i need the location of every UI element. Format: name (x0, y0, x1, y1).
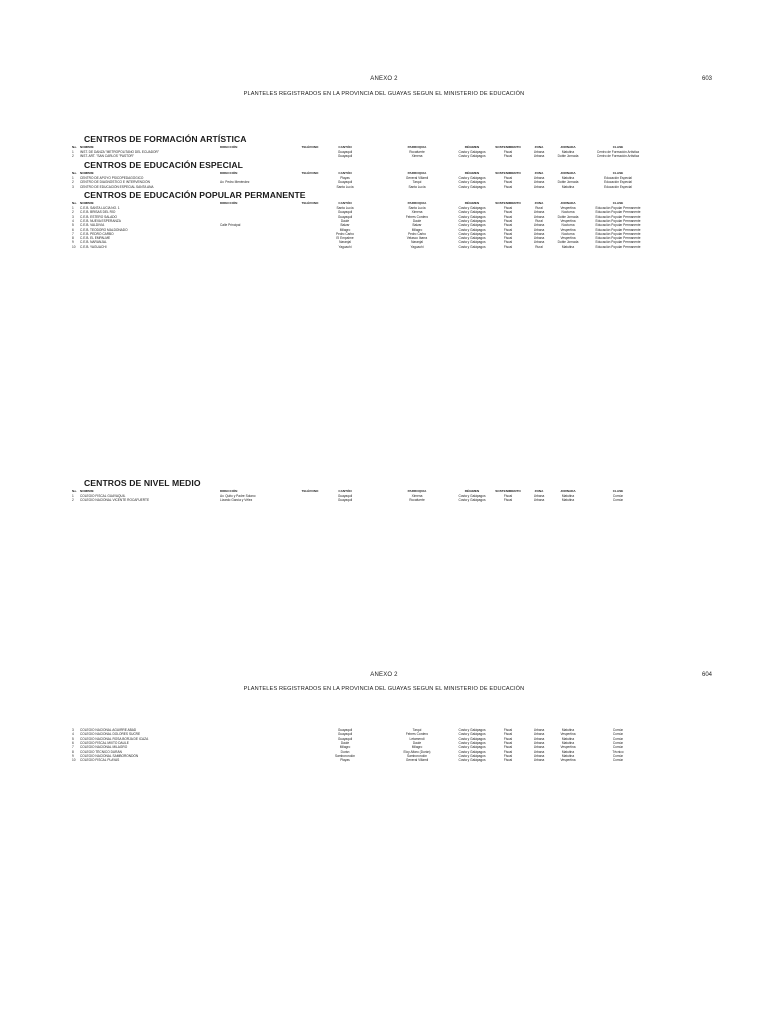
cell-parroquia: Febres Cordero (405, 732, 429, 737)
cell-jornada: Matutina (561, 244, 575, 249)
cell-clase: Común (612, 745, 624, 750)
cell-parroquia: Tarqui (412, 728, 422, 732)
header-direccion: DIRECCIÓN (220, 201, 238, 205)
cell-regimen: Costa y Galápagos (458, 758, 486, 763)
cell-parroquia: Pedro Carbo (407, 231, 427, 236)
cell-canton: Guayaquil (337, 154, 353, 159)
cell-canton: Naranjal (339, 240, 351, 245)
header-jornada: JORNADA (560, 489, 576, 493)
cell-regimen: Costa y Galápagos (458, 736, 486, 741)
page-number: 604 (701, 672, 712, 678)
header-zona: ZONA (534, 145, 544, 149)
cell-sostenimiento: Fiscal (503, 218, 513, 223)
cell-sostenimiento: Fiscal (503, 494, 513, 498)
cell-canton: El Empalme (336, 236, 354, 241)
cell-zona: Urbana (533, 753, 545, 758)
cell-nombre: COLEGIO NACIONAL MILAGRO (80, 745, 128, 750)
cell-regimen: Costa y Galápagos (458, 732, 486, 737)
cell-regimen: Costa y Galápagos (458, 728, 486, 732)
cell-regimen: Costa y Galápagos (458, 176, 486, 180)
header-regimen: RÉGIMEN (464, 171, 480, 175)
cell-nombre: INST. ART. "SAN CARLOS "PASTOR" (80, 154, 134, 159)
cell-regimen: Costa y Galápagos (458, 218, 486, 223)
cell-parroquia: Tarqui (412, 180, 422, 185)
cell-zona: Urbana (533, 231, 545, 236)
header-telefono: TELÉFONO (301, 145, 319, 149)
cell-jornada: Vespertina (560, 206, 576, 210)
cell-parroquia: Milagro (411, 227, 423, 232)
cell-jornada: Nocturna (561, 231, 575, 236)
cell-no: 1 (72, 206, 74, 210)
cell-zona: Urbana (533, 740, 545, 745)
cell-nombre: INST. DE DANZA "METROPOLITANO DEL ECUADOR" (80, 150, 159, 154)
cell-sostenimiento: Fiscal (503, 740, 513, 745)
table-row (0, 154, 768, 159)
cell-regimen: Costa y Galápagos (458, 210, 486, 215)
cell-sostenimiento: Fiscal (503, 244, 513, 249)
header-jornada: JORNADA (560, 201, 576, 205)
cell-clase: Educación Popular Permanente (595, 223, 641, 228)
cell-zona: Urbana (533, 210, 545, 215)
cell-canton: Milagro (339, 227, 351, 232)
header-direccion: DIRECCIÓN (220, 171, 238, 175)
cell-clase: Educación Popular Permanente (595, 244, 641, 249)
cell-clase: Técnico (612, 749, 624, 754)
header-sostenimiento: SOSTENIMIENTO (495, 145, 521, 149)
cell-clase: Educación Especial (604, 180, 632, 185)
cell-jornada: Matutina (561, 753, 575, 758)
header-telefono: TELÉFONO (301, 489, 319, 493)
cell-regimen: Costa y Galápagos (458, 236, 486, 241)
cell-parroquia: Samborondón (406, 753, 428, 758)
cell-canton: Guayaquil (337, 210, 353, 215)
cell-parroquia: Daule (412, 740, 422, 745)
cell-jornada: Doble Jornada (557, 240, 579, 245)
cell-clase: Común (612, 494, 624, 498)
cell-regimen: Costa y Galápagos (458, 206, 486, 210)
cell-clase: Educación Popular Permanente (595, 214, 641, 219)
cell-jornada: Doble Jornada (557, 214, 579, 219)
page-title: PLANTELES REGISTRADOS EN LA PROVINCIA DEL GUAYAS SEGUN EL MINISTERIO DE EDUCACIÓN (243, 91, 525, 97)
cell-jornada: Nocturna (561, 210, 575, 215)
cell-nombre: C.E.B. VALDIVIA (80, 223, 105, 228)
cell-no: 2 (72, 210, 74, 215)
cell-parroquia: Ximena (411, 210, 423, 215)
cell-parroquia: Balzar (412, 223, 422, 228)
cell-clase: Común (612, 736, 624, 741)
cell-canton: Guayaquil (337, 728, 353, 732)
cell-no: 6 (72, 227, 74, 232)
cell-clase: Educación Popular Permanente (595, 236, 641, 241)
cell-nombre: CENTRO DE EDUCACIÓN ESPECIAL SANTA ANA (80, 184, 154, 189)
cell-sostenimiento: Fiscal (503, 753, 513, 758)
cell-parroquia: General Villamil (405, 758, 429, 763)
cell-jornada: Matutina (561, 498, 575, 503)
section-title: CENTROS DE EDUCACIÓN ESPECIAL (84, 160, 244, 170)
cell-jornada: Vespertina (560, 227, 576, 232)
cell-zona: Urbana (533, 732, 545, 737)
cell-canton: Daule (340, 218, 350, 223)
cell-regimen: Costa y Galápagos (458, 214, 486, 219)
cell-sostenimiento: Fiscal (503, 732, 513, 737)
cell-parroquia: Daule (412, 218, 422, 223)
cell-canton: Guayaquil (337, 494, 353, 498)
header-clase: CLASE (612, 201, 624, 205)
cell-canton: Pedro Carbo (335, 231, 355, 236)
cell-no: 9 (72, 753, 74, 758)
cell-no: 6 (72, 740, 74, 745)
cell-jornada: Matutina (561, 749, 575, 754)
cell-no: 3 (72, 728, 74, 732)
cell-nombre: CENTRO DE DIAGNÓSTICO E INTERVENCIÓN (80, 180, 150, 185)
cell-clase: Educación Especial (604, 184, 632, 189)
cell-canton: Milagro (339, 745, 351, 750)
cell-clase: Educación Popular Permanente (595, 218, 641, 223)
cell-nombre: C.E.B. TEODORO MALDONADO (80, 227, 128, 232)
cell-parroquia: Rocafuerte (409, 150, 425, 154)
header-sostenimiento: SOSTENIMIENTO (495, 489, 521, 493)
header-direccion: DIRECCIÓN (220, 489, 238, 493)
cell-clase: Educación Popular Permanente (595, 206, 641, 210)
table-row (0, 245, 768, 250)
cell-clase: Educación Popular Permanente (595, 227, 641, 232)
cell-direccion: Av. Pedro Menéndez (220, 180, 250, 185)
cell-zona: Urbana (533, 176, 545, 180)
cell-jornada: Doble Jornada (557, 180, 579, 185)
cell-canton: Guayaquil (337, 214, 353, 219)
cell-parroquia: Letamendi (409, 736, 425, 741)
cell-canton: Guayaquil (337, 498, 353, 503)
cell-jornada: Vespertina (560, 218, 576, 223)
cell-parroquia: Velasco Ibarra (406, 236, 428, 241)
cell-zona: Urbana (533, 498, 545, 503)
cell-regimen: Costa y Galápagos (458, 150, 486, 154)
cell-clase: Común (612, 728, 624, 732)
cell-zona: Urbana (533, 758, 545, 763)
cell-regimen: Costa y Galápagos (458, 223, 486, 228)
cell-zona: Urbana (533, 214, 545, 219)
cell-parroquia: Eloy Alfaro (Durán) (403, 749, 431, 754)
header-nombre: NOMBRE (80, 201, 94, 205)
cell-no: 5 (72, 736, 74, 741)
cell-parroquia: General Villamil (405, 176, 429, 180)
cell-nombre: COLEGIO NACIONAL VICENTE ROCAFUERTE (80, 498, 150, 503)
header-sostenimiento: SOSTENIMIENTO (495, 201, 521, 205)
cell-no: 8 (72, 749, 74, 754)
header-no: No. (72, 489, 77, 493)
cell-sostenimiento: Fiscal (503, 154, 513, 159)
cell-sostenimiento: Fiscal (503, 227, 513, 232)
cell-zona: Urbana (533, 227, 545, 232)
cell-sostenimiento: Fiscal (503, 184, 513, 189)
cell-parroquia: Santa Lucía (408, 184, 426, 189)
header-regimen: RÉGIMEN (464, 489, 480, 493)
cell-nombre: COLEGIO FISCAL MIXTO DAULE (80, 740, 129, 745)
table-row (0, 185, 768, 190)
cell-direccion: Calle Principal (220, 223, 241, 228)
cell-clase: Educación Popular Permanente (595, 240, 641, 245)
header-no: No. (72, 171, 77, 175)
cell-zona: Urbana (533, 728, 545, 732)
header-canton: CANTÓN (338, 145, 352, 149)
cell-sostenimiento: Fiscal (503, 745, 513, 750)
cell-regimen: Costa y Galápagos (458, 753, 486, 758)
cell-canton: Guayaquil (337, 732, 353, 737)
cell-clase: Centro de Formación Artística (596, 154, 640, 159)
cell-sostenimiento: Fiscal (503, 214, 513, 219)
table-row (0, 758, 768, 763)
cell-canton: Durán (340, 749, 350, 754)
cell-canton: Yaguachi (338, 244, 352, 249)
section-title: CENTROS DE NIVEL MEDIO (84, 478, 201, 488)
header-no: No. (72, 201, 77, 205)
cell-sostenimiento: Fiscal (503, 180, 513, 185)
header-clase: CLASE (612, 489, 624, 493)
cell-nombre: C.E.B. BRISAS DEL RÍO (80, 210, 116, 215)
cell-jornada: Vespertina (560, 758, 576, 763)
cell-no: 4 (72, 732, 74, 737)
cell-nombre: C.E.B. ESTERO SALADO (80, 214, 118, 219)
cell-no: 3 (72, 214, 74, 219)
cell-nombre: C.E.B. EL EMPALME (80, 236, 111, 241)
cell-no: 7 (72, 745, 74, 750)
section-title: CENTROS DE EDUCACIÓN POPULAR PERMANENTE (84, 190, 306, 200)
cell-parroquia: Rocafuerte (409, 498, 425, 503)
cell-no: 8 (72, 236, 74, 241)
cell-parroquia: Ximena (411, 494, 423, 498)
cell-canton: Daule (340, 740, 350, 745)
header-clase: CLASE (612, 171, 624, 175)
header-canton: CANTÓN (338, 201, 352, 205)
cell-no: 2 (72, 180, 74, 185)
cell-zona: Urbana (533, 736, 545, 741)
header-zona: ZONA (534, 489, 544, 493)
cell-parroquia: Milagro (411, 745, 423, 750)
page-title: PLANTELES REGISTRADOS EN LA PROVINCIA DEL GUAYAS SEGUN EL MINISTERIO DE EDUCACIÓN (243, 686, 525, 692)
header-sostenimiento: SOSTENIMIENTO (495, 171, 521, 175)
cell-sostenimiento: Fiscal (503, 498, 513, 503)
cell-regimen: Costa y Galápagos (458, 227, 486, 232)
header-zona: ZONA (534, 171, 544, 175)
cell-no: 1 (72, 150, 74, 154)
cell-nombre: C.E.B. NUEVA ESPERANZA (80, 218, 121, 223)
cell-jornada: Matutina (561, 150, 575, 154)
header-telefono: TELÉFONO (301, 171, 319, 175)
cell-regimen: Costa y Galápagos (458, 749, 486, 754)
cell-no: 4 (72, 218, 74, 223)
cell-jornada: Vespertina (560, 236, 576, 241)
header-parroquia: PARROQUIA (407, 489, 427, 493)
cell-zona: Urbana (533, 223, 545, 228)
cell-nombre: C.E.B. SANTA LUCÍA NO. 1 (80, 206, 120, 210)
header-regimen: RÉGIMEN (464, 201, 480, 205)
cell-regimen: Costa y Galápagos (458, 180, 486, 185)
cell-sostenimiento: Fiscal (503, 210, 513, 215)
cell-zona: Urbana (533, 494, 545, 498)
cell-sostenimiento: Fiscal (503, 231, 513, 236)
cell-canton: Guayaquil (337, 736, 353, 741)
cell-nombre: COLEGIO NACIONAL DOLORES SUCRE (80, 732, 141, 737)
cell-zona: Urbana (533, 184, 545, 189)
cell-nombre: C.E.B. NARANJAL (80, 240, 107, 245)
header-nombre: NOMBRE (80, 489, 94, 493)
cell-regimen: Costa y Galápagos (458, 154, 486, 159)
cell-zona: Rural (535, 244, 543, 249)
page-number: 603 (701, 76, 712, 82)
cell-zona: Urbana (533, 240, 545, 245)
cell-nombre: COLEGIO NACIONAL ROSA BORJA DE ICAZA (80, 736, 149, 741)
cell-zona: Rural (535, 206, 543, 210)
cell-parroquia: Ximena (411, 154, 423, 159)
cell-jornada: Vespertina (560, 745, 576, 750)
header-parroquia: PARROQUIA (407, 201, 427, 205)
cell-no: 9 (72, 240, 74, 245)
cell-canton: Playas (340, 758, 350, 763)
cell-clase: Educación Popular Permanente (595, 231, 641, 236)
cell-zona: Urbana (533, 236, 545, 241)
cell-regimen: Costa y Galápagos (458, 244, 486, 249)
cell-nombre: C.E.B. PEDRO CARBO (80, 231, 114, 236)
cell-clase: Educación Especial (604, 176, 632, 180)
header-no: No. (72, 145, 77, 149)
header-zona: ZONA (534, 201, 544, 205)
cell-no: 7 (72, 231, 74, 236)
cell-clase: Común (612, 498, 624, 503)
cell-direccion: Lizardo García y Vélez (220, 498, 253, 503)
annex-label: ANEXO 2 (370, 672, 398, 678)
cell-direccion: Av. Quito y Padre Solano (220, 494, 256, 498)
header-jornada: JORNADA (560, 145, 576, 149)
cell-clase: Centro de Formación Artística (596, 150, 640, 154)
header-telefono: TELÉFONO (301, 201, 319, 205)
cell-no: 1 (72, 494, 74, 498)
cell-no: 2 (72, 154, 74, 159)
cell-canton: Samborondón (334, 753, 356, 758)
cell-jornada: Matutina (561, 494, 575, 498)
cell-sostenimiento: Fiscal (503, 223, 513, 228)
cell-clase: Común (612, 758, 624, 763)
cell-regimen: Costa y Galápagos (458, 740, 486, 745)
annex-label: ANEXO 2 (370, 76, 398, 82)
cell-jornada: Doble Jornada (557, 154, 579, 159)
cell-canton: Guayaquil (337, 180, 353, 185)
header-canton: CANTÓN (338, 489, 352, 493)
cell-sostenimiento: Fiscal (503, 749, 513, 754)
cell-regimen: Costa y Galápagos (458, 240, 486, 245)
cell-jornada: Matutina (561, 736, 575, 741)
header-direccion: DIRECCIÓN (220, 145, 238, 149)
cell-canton: Playas (340, 176, 350, 180)
cell-zona: Rural (535, 218, 543, 223)
cell-parroquia: Yaguachi (410, 244, 424, 249)
cell-no: 2 (72, 498, 74, 503)
header-parroquia: PARROQUIA (407, 145, 427, 149)
cell-jornada: Nocturna (561, 223, 575, 228)
cell-no: 10 (72, 244, 76, 249)
cell-zona: Urbana (533, 154, 545, 159)
cell-zona: Urbana (533, 150, 545, 154)
cell-no: 10 (72, 758, 76, 763)
table-row (0, 498, 768, 503)
cell-nombre: C.E.B. YAGUACHI (80, 244, 107, 249)
header-nombre: NOMBRE (80, 171, 94, 175)
header-regimen: RÉGIMEN (464, 145, 480, 149)
header-nombre: NOMBRE (80, 145, 94, 149)
header-canton: CANTÓN (338, 171, 352, 175)
cell-canton: Balzar (340, 223, 350, 228)
cell-sostenimiento: Fiscal (503, 206, 513, 210)
cell-sostenimiento: Fiscal (503, 758, 513, 763)
section-title: CENTROS DE FORMACIÓN ARTÍSTICA (84, 134, 247, 144)
cell-nombre: CENTRO DE APOYO PSICOPEDAGÓGICO (80, 176, 144, 180)
cell-sostenimiento: Fiscal (503, 728, 513, 732)
cell-nombre: COLEGIO FISCAL GUAYAQUIL (80, 494, 126, 498)
cell-zona: Urbana (533, 749, 545, 754)
cell-canton: Guayaquil (337, 150, 353, 154)
cell-regimen: Costa y Galápagos (458, 494, 486, 498)
header-jornada: JORNADA (560, 171, 576, 175)
cell-regimen: Costa y Galápagos (458, 184, 486, 189)
cell-sostenimiento: Fiscal (503, 150, 513, 154)
cell-clase: Educación Popular Permanente (595, 210, 641, 215)
cell-clase: Común (612, 753, 624, 758)
cell-zona: Urbana (533, 745, 545, 750)
cell-no: 1 (72, 176, 74, 180)
cell-regimen: Costa y Galápagos (458, 745, 486, 750)
cell-nombre: COLEGIO TÉCNICO DURÁN (80, 749, 122, 754)
cell-sostenimiento: Fiscal (503, 176, 513, 180)
cell-clase: Común (612, 740, 624, 745)
cell-no: 3 (72, 184, 74, 189)
cell-canton: Santa Lucía (336, 184, 354, 189)
header-clase: CLASE (612, 145, 624, 149)
cell-clase: Común (612, 732, 624, 737)
cell-nombre: COLEGIO FISCAL PLAYAS (80, 758, 120, 763)
cell-jornada: Matutina (561, 184, 575, 189)
document-page-604 (0, 660, 768, 1024)
cell-jornada: Matutina (561, 740, 575, 745)
header-parroquia: PARROQUIA (407, 171, 427, 175)
cell-no: 5 (72, 223, 74, 228)
cell-parroquia: Santa Lucía (408, 206, 426, 210)
cell-sostenimiento: Fiscal (503, 240, 513, 245)
cell-regimen: Costa y Galápagos (458, 498, 486, 503)
cell-nombre: COLEGIO NACIONAL AGUIRRE ABAD (80, 728, 137, 732)
cell-nombre: COLEGIO NACIONAL SAMBORONDÓN (80, 753, 139, 758)
cell-jornada: Vespertina (560, 732, 576, 737)
cell-canton: Santa Lucía (336, 206, 354, 210)
cell-zona: Urbana (533, 180, 545, 185)
cell-sostenimiento: Fiscal (503, 236, 513, 241)
cell-parroquia: Naranjal (411, 240, 423, 245)
cell-sostenimiento: Fiscal (503, 736, 513, 741)
cell-jornada: Matutina (561, 176, 575, 180)
cell-regimen: Costa y Galápagos (458, 231, 486, 236)
cell-jornada: Matutina (561, 728, 575, 732)
cell-parroquia: Febres Cordero (405, 214, 429, 219)
